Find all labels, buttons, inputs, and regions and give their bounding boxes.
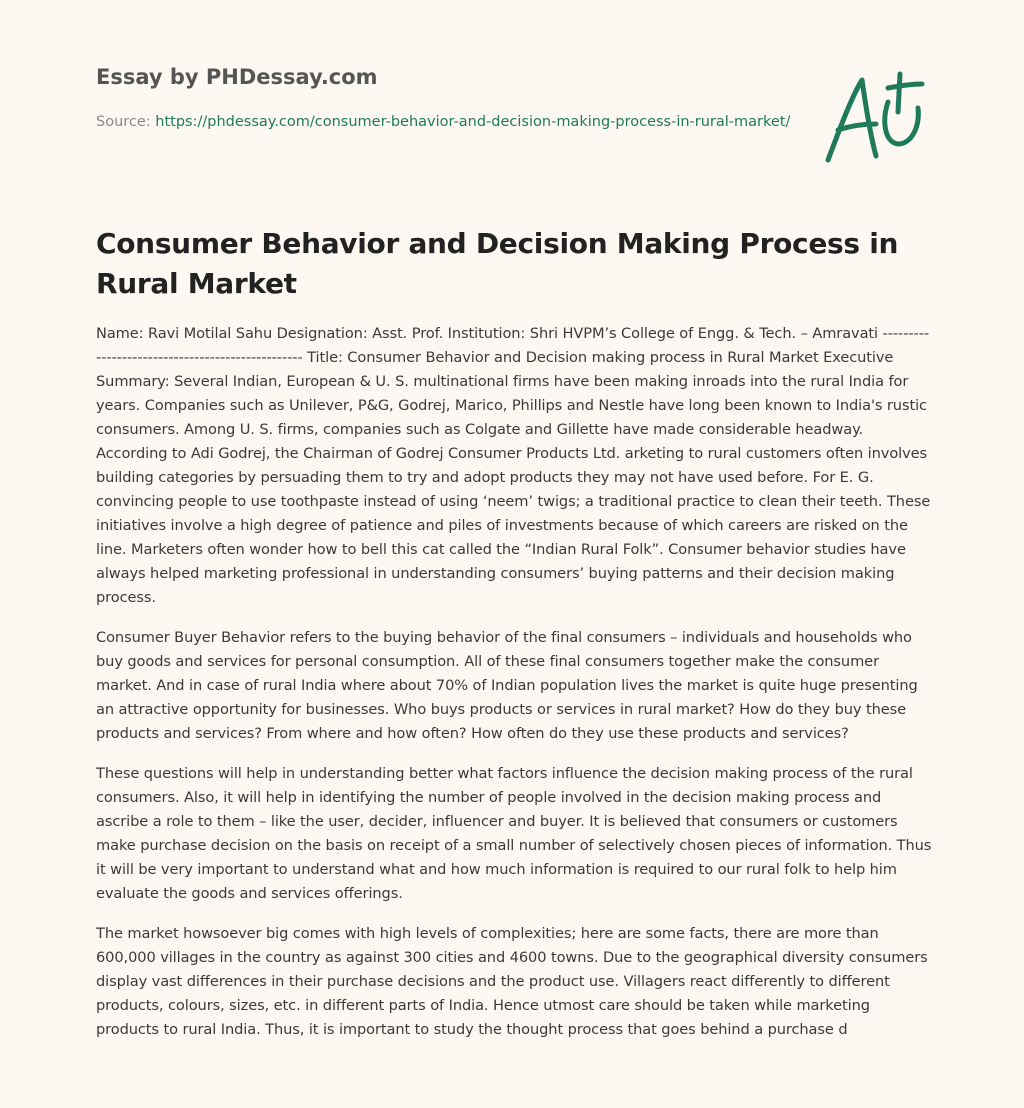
source-label: Source: [96, 114, 151, 130]
essay-paragraph: These questions will help in understanding better what factors influence the decision making process of the rural consumers. Also, it will help in identifying the number of people involved in the decision making process and ascribe a role to them – like the user, decider, influencer and buyer. It is believed that consumers or customers make purchase decision on the basis on receipt of a small number of selectively chosen pieces of information. Thus it will be very important to understand what and how much information is required to our rural folk to help him evaluate the goods and services offerings. [96, 765, 932, 902]
page-header [96, 60, 796, 134]
a-plus-logo [818, 68, 928, 168]
essay-paragraph: The market howsoever big comes with high levels of complexities; here are some facts, there are more than 600,000 villages in the country as against 300 cities and 4600 towns. Due to the geographical diversity consumers display vast differences in their purchase decisions and the product use. Villagers react differently to different products, colours, sizes, etc. in different parts of India. Hence utmost care should be taken while marketing products to rural India. Thus, it is important to study the thought process that goes behind a purchase d [96, 925, 928, 1038]
site-title: Essay by PHDessay.com [96, 65, 378, 89]
essay-title: Consumer Behavior and Decision Making Process in Rural Market [96, 227, 899, 300]
source-line [96, 110, 796, 134]
essay-paragraph: Consumer Buyer Behavior refers to the buying behavior of the final consumers – individuals and households who buy goods and services for personal consumption. All of these final consumers together make the consumer market. And in case of rural India where about 70% of Indian population lives the market is quite huge presenting an attractive opportunity for businesses. Who buys products or services in rural market? How do they buy these products and services? From where and how often? How often do they use these products and services? [96, 629, 918, 742]
source-link[interactable]: https://phdessay.com/consumer-behavior-and-decision-making-process-in-rural-market/ [155, 114, 791, 130]
essay-paragraph: Name: Ravi Motilal Sahu Designation: Asst. Prof. Institution: Shri HVPM’s College of Engg. & Tech. – Amravati ------------------------------------------------- Title: Consumer Behavior and Decision making process in Rural Market Executive Summary: Several Indian, European & U. S. multinational firms have been making inroads into the rural India for years. Companies such as Unilever, P&G, Godrej, Marico, Phillips and Nestle have long been known to India's rustic consumers. Among U. S. firms, companies such as Colgate and Gillette have made considerable headway. According to Adi Godrej, the Chairman of Godrej Consumer Products Ltd. arketing to rural customers often involves building categories by persuading them to try and adopt products they may not have used before. For E. G. convincing people to use toothpaste instead of using ‘neem’ twigs; a traditional practice to clean their teeth. These initiatives involve a high degree of patience and piles of investments because of which careers are risked on the line. Marketers often wonder how to bell this cat called the “Indian Rural Folk”. Consumer behavior studies have always helped marketing professional in understanding consumers’ buying patterns and their decision making process. [96, 325, 931, 606]
essay-body [96, 322, 932, 1094]
